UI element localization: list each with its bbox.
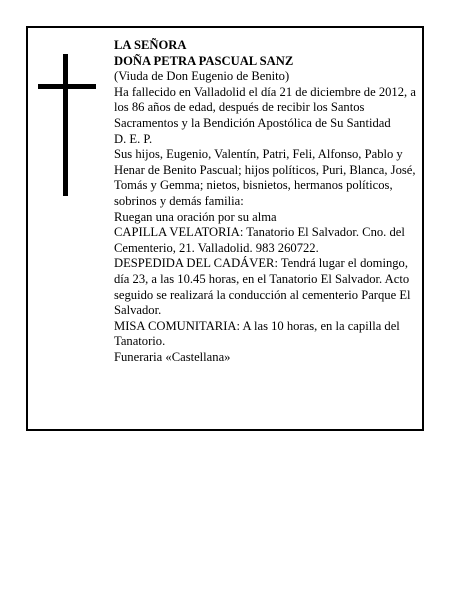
honorific: LA SEÑORA bbox=[114, 38, 187, 52]
widow-of: (Viuda de Don Eugenio de Benito) bbox=[114, 69, 290, 84]
funeral-home: Funeraria «Castellana» bbox=[114, 349, 231, 364]
deceased-name: DOÑA PETRA PASCUAL SANZ bbox=[114, 53, 294, 68]
rip: D. E. P. bbox=[114, 131, 153, 146]
farewell-info: DESPEDIDA DEL CADÁVER: Tendrá lugar el domingo, día 23, a las 10.45 horas, en el Tanatorio El Salvador. Acto seguido se realizará la conducción al cementerio Parque El Salvador. bbox=[114, 256, 411, 318]
death-statement: Ha fallecido en Valladolid el día 21 de diciembre de 2012, a los 86 años de edad, después de recibir los Santos Sacramentos y la Bendición Apostólica de Su Santidad bbox=[114, 84, 416, 130]
cross-vertical-bar bbox=[63, 54, 68, 196]
prayer-request: Ruegan una oración por su alma bbox=[114, 209, 277, 224]
obituary-text bbox=[114, 38, 420, 365]
mass-info: MISA COMUNITARIA: A las 10 horas, en la capilla del Tanatorio. bbox=[114, 318, 400, 349]
family-list: Sus hijos, Eugenio, Valentín, Patri, Feli, Alfonso, Pablo y Henar de Benito Pascual; hijos políticos, Puri, Blanca, José, Tomás y Gemma; nietos, bisnietos, hermanos políticos, sobrinos y demás familia: bbox=[114, 147, 416, 208]
cross-horizontal-bar bbox=[38, 84, 96, 89]
chapel-info: CAPILLA VELATORIA: Tanatorio El Salvador. Cno. del Cementerio, 21. Valladolid. 983 260722. bbox=[114, 225, 405, 255]
